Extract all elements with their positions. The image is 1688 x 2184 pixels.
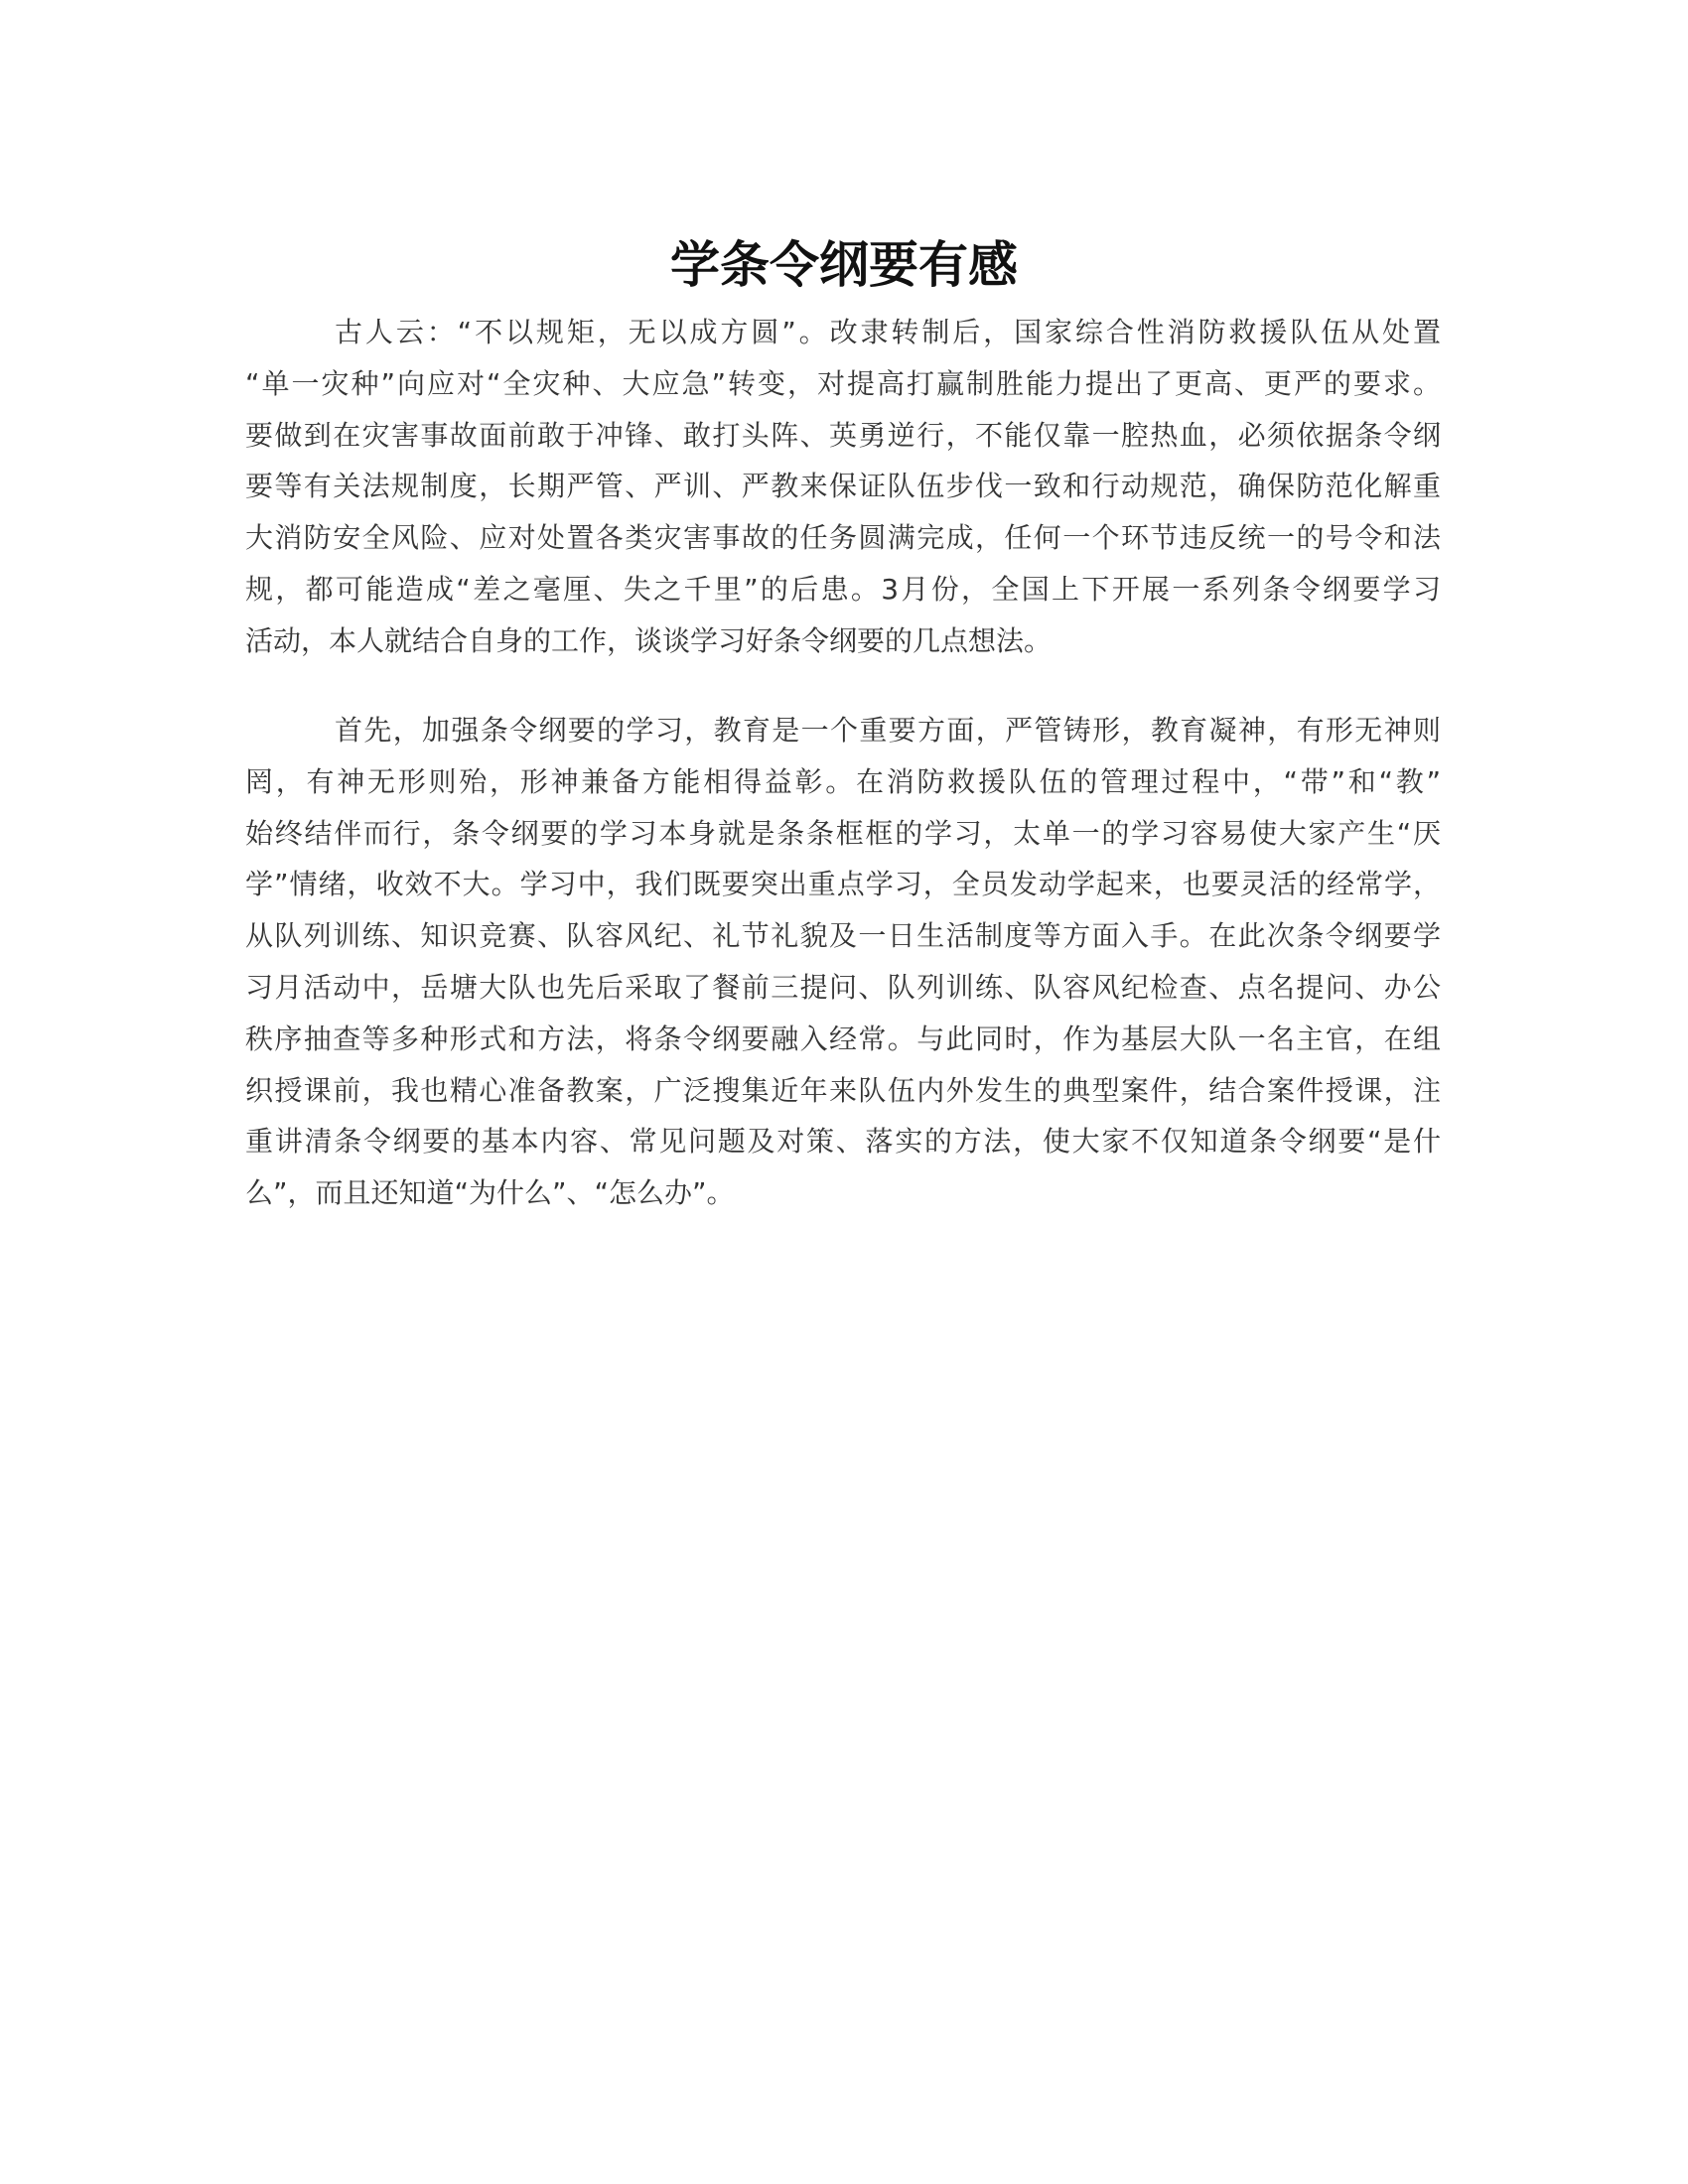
text-line: 要做到在灾害事故面前敢于冲锋、敢打头阵、英勇逆行，不能仅靠一腔热血，必须依据条令纲 bbox=[245, 418, 1441, 452]
text-line: 活动，本人就结合自身的工作，谈谈学习好条令纲要的几点想法。 bbox=[245, 623, 1053, 657]
text-line: 首先，加强条令纲要的学习，教育是一个重要方面，严管铸形，教育凝神，有形无神则 bbox=[335, 714, 1441, 747]
text-line: “单一灾种”向应对“全灾种、大应急”转变，对提高打赢制胜能力提出了更高、更严的要求。 bbox=[245, 366, 1441, 400]
paragraph-1 bbox=[245, 307, 1441, 667]
document-title: 学条令纲要有感 bbox=[670, 234, 1018, 294]
text-line: 规，都可能造成“差之毫厘、失之千里”的后患。3月份，全国上下开展一系列条令纲要学习 bbox=[245, 572, 1441, 606]
text-line: 习月活动中，岳塘大队也先后采取了餐前三提问、队列训练、队容风纪检查、点名提问、办公 bbox=[245, 970, 1441, 1004]
paragraph-2 bbox=[245, 705, 1441, 1219]
text-line: 么”，而且还知道“为什么”、“怎么办”。 bbox=[245, 1176, 735, 1210]
text-line: 古人云：“不以规矩，无以成方圆”。改隶转制后，国家综合性消防救援队伍从处置 bbox=[335, 316, 1441, 348]
text-line: 织授课前，我也精心准备教案，广泛搜集近年来队伍内外发生的典型案件，结合案件授课，注 bbox=[245, 1073, 1441, 1107]
text-line: 秩序抽查等多种形式和方法，将条令纲要融入经常。与此同时，作为基层大队一名主官，在组 bbox=[245, 1022, 1441, 1055]
text-line: 大消防安全风险、应对处置各类灾害事故的任务圆满完成，任何一个环节违反统一的号令和法 bbox=[245, 521, 1441, 555]
text-line: 学”情绪，收效不大。学习中，我们既要突出重点学习，全员发动学起来，也要灵活的经常学， bbox=[245, 868, 1441, 901]
text-line: 始终结伴而行，条令纲要的学习本身就是条条框框的学习，太单一的学习容易使大家产生“厌 bbox=[245, 816, 1441, 850]
text-line: 要等有关法规制度，长期严管、严训、严教来保证队伍步伐一致和行动规范，确保防范化解重 bbox=[245, 470, 1441, 503]
text-line: 重讲清条令纲要的基本内容、常见问题及对策、落实的方法，使大家不仅知道条令纲要“是什 bbox=[245, 1125, 1441, 1159]
text-line: 从队列训练、知识竞赛、队容风纪、礼节礼貌及一日生活制度等方面入手。在此次条令纲要学 bbox=[245, 919, 1441, 953]
text-line: 罔，有神无形则殆，形神兼备方能相得益彰。在消防救援队伍的管理过程中，“带”和“教” bbox=[245, 764, 1441, 798]
